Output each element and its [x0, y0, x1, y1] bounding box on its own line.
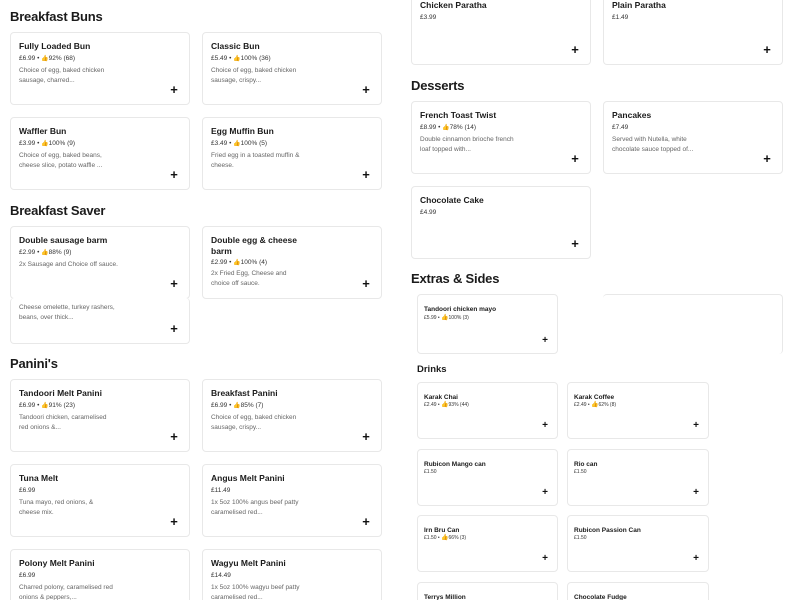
menu-item-karak-chai[interactable] [417, 382, 558, 439]
item-name: Rio can [574, 461, 598, 468]
item-price: £2.49 • 👍62% (8) [574, 402, 617, 408]
item-name: Pancakes [612, 110, 652, 120]
menu-item-double-egg-cheese-barm[interactable] [202, 226, 382, 299]
item-price: £3.99 • 👍100% (9) [19, 140, 76, 147]
item-name: Rubicon Passion Can [574, 527, 641, 534]
thumbs-up-icon: 👍 [233, 260, 241, 266]
item-price: £2.49 • 👍93% (44) [424, 402, 469, 408]
item-name: Breakfast Panini [211, 388, 278, 398]
add-item-button[interactable]: + [170, 320, 178, 336]
item-price: £6.99 [19, 572, 36, 579]
item-price: £5.99 • 👍100% (3) [424, 315, 469, 321]
item-name: Polony Melt Panini [19, 558, 95, 568]
section-title-extras-sides: Extras & Sides [411, 271, 500, 286]
thumbs-up-icon: 👍 [233, 56, 241, 62]
item-price: £6.99 • 👍91% (23) [19, 402, 76, 409]
item-name: Chicken Paratha [420, 0, 487, 10]
menu-item-irn-bru[interactable] [417, 515, 558, 572]
item-name: Chocolate Cake [420, 195, 484, 205]
item-price: £1.50 [574, 535, 587, 541]
item-name: French Toast Twist [420, 110, 497, 120]
menu-item-polony-melt-panini[interactable] [10, 549, 190, 600]
menu-item-chocolate-fudge[interactable] [567, 582, 709, 600]
item-name: Fully Loaded Bun [19, 41, 91, 51]
thumbs-up-icon: 👍 [441, 535, 449, 541]
item-price: £3.99 [420, 14, 437, 21]
add-item-button[interactable]: + [362, 81, 370, 97]
menu-item-karak-coffee[interactable] [567, 382, 709, 439]
item-price: £3.49 • 👍100% (5) [211, 140, 268, 147]
item-price: £1.50 • 👍66% (3) [424, 535, 467, 541]
menu-item-omelette[interactable] [10, 298, 190, 344]
item-description: 2x Fried Egg, Cheese and choice off sauce. [211, 270, 287, 287]
item-description: 2x Sausage and Choice off sauce. [19, 261, 118, 268]
item-description: Served with Nutella, white chocolate sauce topped of... [612, 136, 694, 153]
add-item-button[interactable]: + [170, 81, 178, 97]
menu-item-double-sausage-barm[interactable] [10, 226, 190, 299]
item-name: Chocolate Fudge [574, 594, 627, 600]
add-item-button[interactable]: + [763, 150, 771, 166]
item-price: £1.50 [574, 469, 587, 475]
item-description: Tuna mayo, red onions, & cheese mix. [19, 499, 94, 516]
thumbs-up-icon: 👍 [41, 56, 49, 62]
add-item-button[interactable]: + [571, 150, 579, 166]
item-price: £11.49 [211, 487, 231, 494]
menu-item-tandoori-chicken-mayo[interactable] [417, 294, 558, 354]
section-title-drinks: Drinks [417, 364, 447, 375]
item-description: Charred polony, caramelised red onions & peppers,... [19, 584, 113, 600]
menu-item-breakfast-panini[interactable] [202, 379, 382, 452]
item-name: Classic Bun [211, 41, 260, 51]
item-name: Egg Muffin Bun [211, 126, 274, 136]
add-item-button[interactable]: + [170, 428, 178, 444]
item-name: Tuna Melt [19, 473, 59, 483]
item-description: Double cinnamon brioche french loaf topped with... [420, 136, 514, 153]
item-price: £5.49 • 👍100% (36) [211, 55, 271, 62]
menu-item-chicken-paratha[interactable] [411, 0, 591, 65]
section-title-paninis: Panini's [10, 356, 58, 371]
item-price: £6.99 • 👍92% (68) [19, 55, 76, 62]
add-item-button[interactable]: + [170, 166, 178, 182]
thumbs-up-icon: 👍 [41, 403, 49, 409]
menu-item-pancakes[interactable] [603, 101, 783, 174]
item-price: £8.99 • 👍78% (14) [420, 124, 477, 131]
add-item-button[interactable]: + [542, 487, 548, 498]
item-name: Karak Chai [424, 394, 458, 401]
item-name: Rubicon Mango can [424, 461, 486, 468]
item-price: £1.50 [424, 469, 437, 475]
item-description: Cheese omelette, turkey rashers, beans, over thick... [19, 304, 115, 321]
item-price: £4.99 [420, 209, 437, 216]
add-item-button[interactable]: + [542, 335, 548, 346]
item-price: £6.99 [19, 487, 36, 494]
menu-item-chocolate-cake[interactable] [411, 186, 591, 259]
add-item-button[interactable]: + [362, 428, 370, 444]
add-item-button[interactable]: + [693, 420, 699, 431]
thumbs-up-icon: 👍 [41, 250, 49, 256]
menu-item-tandoori-melt-panini[interactable] [10, 379, 190, 452]
thumbs-up-icon: 👍 [233, 141, 241, 147]
add-item-button[interactable]: + [362, 275, 370, 291]
thumbs-up-icon: 👍 [591, 402, 599, 408]
menu-item-fully-loaded-bun[interactable] [10, 32, 190, 105]
item-name: Irn Bru Can [424, 527, 460, 534]
add-item-button[interactable]: + [170, 275, 178, 291]
item-description: Tandoori chicken, caramelised red onions &... [19, 414, 107, 431]
item-price: £2.99 • 👍88% (9) [19, 249, 72, 256]
menu-item-egg-muffin-bun[interactable] [202, 117, 382, 190]
menu-item-waffler-bun[interactable] [10, 117, 190, 190]
item-price: £1.49 [612, 14, 629, 21]
menu-item-tuna-melt[interactable] [10, 464, 190, 537]
item-description: Choice of egg, baked chicken sausage, crispy... [211, 414, 297, 431]
item-name: Plain Paratha [612, 0, 666, 10]
item-description: Fried egg in a toasted muffin & cheese. [211, 152, 300, 169]
item-description: 1x 5oz 100% wagyu beef patty caramelised red... [211, 584, 300, 600]
thumbs-up-icon: 👍 [41, 141, 49, 147]
menu-item-extras-placeholder[interactable] [603, 294, 783, 354]
item-description: 1x 5oz 100% angus beef patty caramelised red... [211, 499, 299, 516]
thumbs-up-icon: 👍 [233, 403, 241, 409]
add-item-button[interactable]: + [362, 513, 370, 529]
item-description: Choice of egg, baked chicken sausage, crispy... [211, 67, 297, 84]
menu-item-rubicon-passion[interactable] [567, 515, 709, 572]
section-title-breakfast-saver: Breakfast Saver [10, 203, 106, 218]
thumbs-up-icon: 👍 [441, 315, 449, 321]
item-price: £6.99 • 👍85% (7) [211, 402, 264, 409]
menu-item-french-toast-twist[interactable] [411, 101, 591, 174]
menu-item-rio-can[interactable] [567, 449, 709, 506]
add-item-button[interactable]: + [542, 420, 548, 431]
item-description: Choice of egg, baked chicken sausage, charred... [19, 67, 105, 84]
add-item-button[interactable]: + [542, 553, 548, 564]
add-item-button[interactable]: + [693, 553, 699, 564]
item-name: Tandoori chicken mayo [424, 306, 497, 313]
menu-item-angus-melt-panini[interactable] [202, 464, 382, 537]
item-name: Tandoori Melt Panini [19, 388, 102, 398]
item-name: Wagyu Melt Panini [211, 558, 286, 568]
thumbs-up-icon: 👍 [442, 125, 450, 131]
menu-item-plain-paratha[interactable] [603, 0, 783, 65]
add-item-button[interactable]: + [170, 513, 178, 529]
menu-item-rubicon-mango[interactable] [417, 449, 558, 506]
add-item-button[interactable]: + [763, 41, 771, 57]
item-description: Choice of egg, baked beans, cheese slice, potato waffle ... [19, 152, 103, 169]
item-name: Waffler Bun [19, 126, 67, 136]
menu-item-wagyu-melt-panini[interactable] [202, 549, 382, 600]
add-item-button[interactable]: + [571, 41, 579, 57]
menu-item-classic-bun[interactable] [202, 32, 382, 105]
section-title-breakfast-buns: Breakfast Buns [10, 9, 103, 24]
item-name: Double egg & cheese barm [211, 235, 297, 256]
section-title-desserts: Desserts [411, 78, 465, 93]
item-name: Angus Melt Panini [211, 473, 285, 483]
item-price: £7.49 [612, 124, 629, 131]
add-item-button[interactable]: + [362, 166, 370, 182]
item-price: £2.99 • 👍100% (4) [211, 259, 268, 266]
add-item-button[interactable]: + [571, 235, 579, 251]
menu-item-terrys-million[interactable] [417, 582, 558, 600]
item-name: Double sausage barm [19, 235, 108, 245]
item-price: £14.49 [211, 572, 231, 579]
item-name: Karak Coffee [574, 394, 615, 401]
item-name: Terrys Million [424, 594, 466, 600]
add-item-button[interactable]: + [693, 487, 699, 498]
thumbs-up-icon: 👍 [441, 402, 449, 408]
